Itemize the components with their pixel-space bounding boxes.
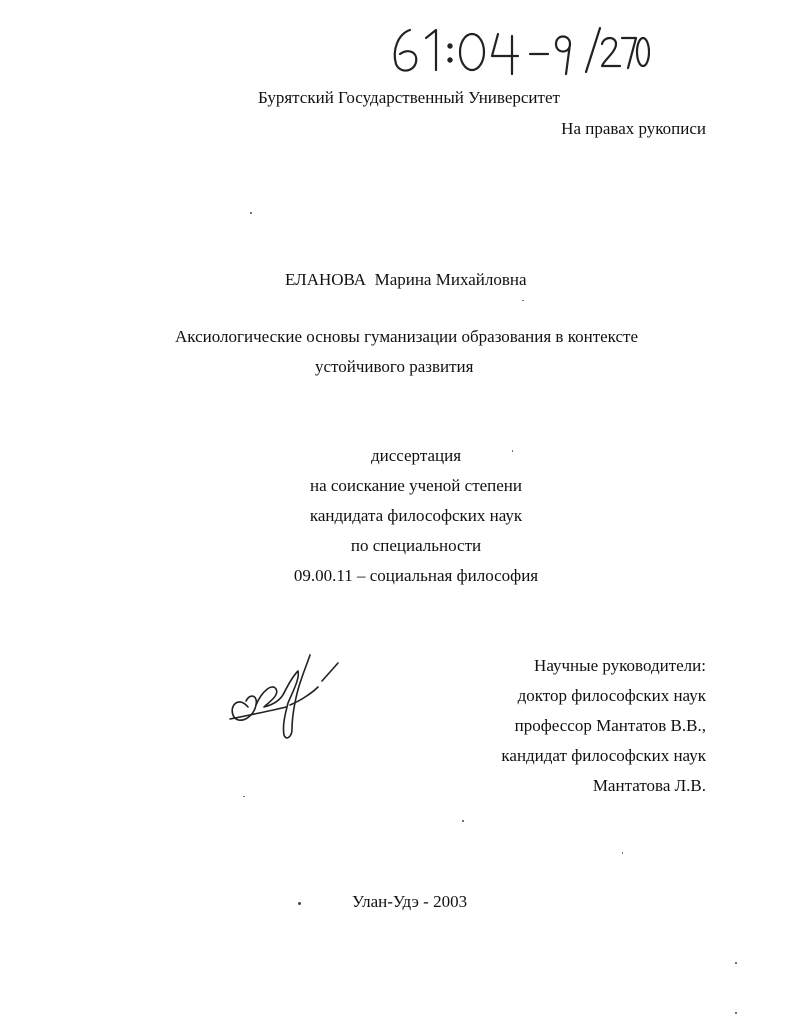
- scan-speck: [622, 852, 623, 854]
- supervisor-2-degree: кандидат философских наук: [501, 746, 706, 765]
- university-name: Бурятский Государственный Университет: [258, 88, 560, 107]
- handwritten-archive-number: [380, 22, 650, 80]
- supervisor-1-degree: доктор философских наук: [517, 686, 706, 705]
- degree-line-4: по специальности: [350, 536, 482, 555]
- scan-speck: [462, 820, 464, 822]
- scan-speck: [735, 962, 737, 964]
- supervisor-2-name: Мантатова Л.В.: [592, 776, 706, 795]
- degree-line-1: диссертация: [370, 446, 462, 465]
- scan-speck: [735, 1012, 737, 1014]
- supervisor-1-name: профессор Мантатов В.В.,: [514, 716, 706, 735]
- dissertation-title-line-1: Аксиологические основы гуманизации образования в контексте: [175, 327, 639, 346]
- scan-speck: [512, 450, 513, 452]
- author-surname: ЕЛАНОВА: [285, 270, 367, 289]
- signature-image: [220, 645, 350, 745]
- scan-speck: [243, 796, 245, 797]
- place-and-year: Улан-Удэ - 2003: [352, 892, 468, 911]
- author-given-names: Марина Михайловна: [374, 270, 527, 289]
- degree-specialty-line: 09.00.11 – социальная философия: [293, 566, 539, 585]
- dissertation-title-line-2: устойчивого развития: [315, 357, 474, 376]
- author-name: [285, 270, 527, 290]
- supervisors-heading: Научные руководители:: [534, 656, 706, 675]
- scan-speck: [522, 300, 524, 301]
- manuscript-rights-note: На правах рукописи: [561, 119, 706, 138]
- scan-speck: [298, 902, 301, 905]
- degree-line-2: на соискание ученой степени: [309, 476, 523, 495]
- degree-line-3: кандидата философских наук: [309, 506, 523, 525]
- scan-speck: [250, 212, 252, 214]
